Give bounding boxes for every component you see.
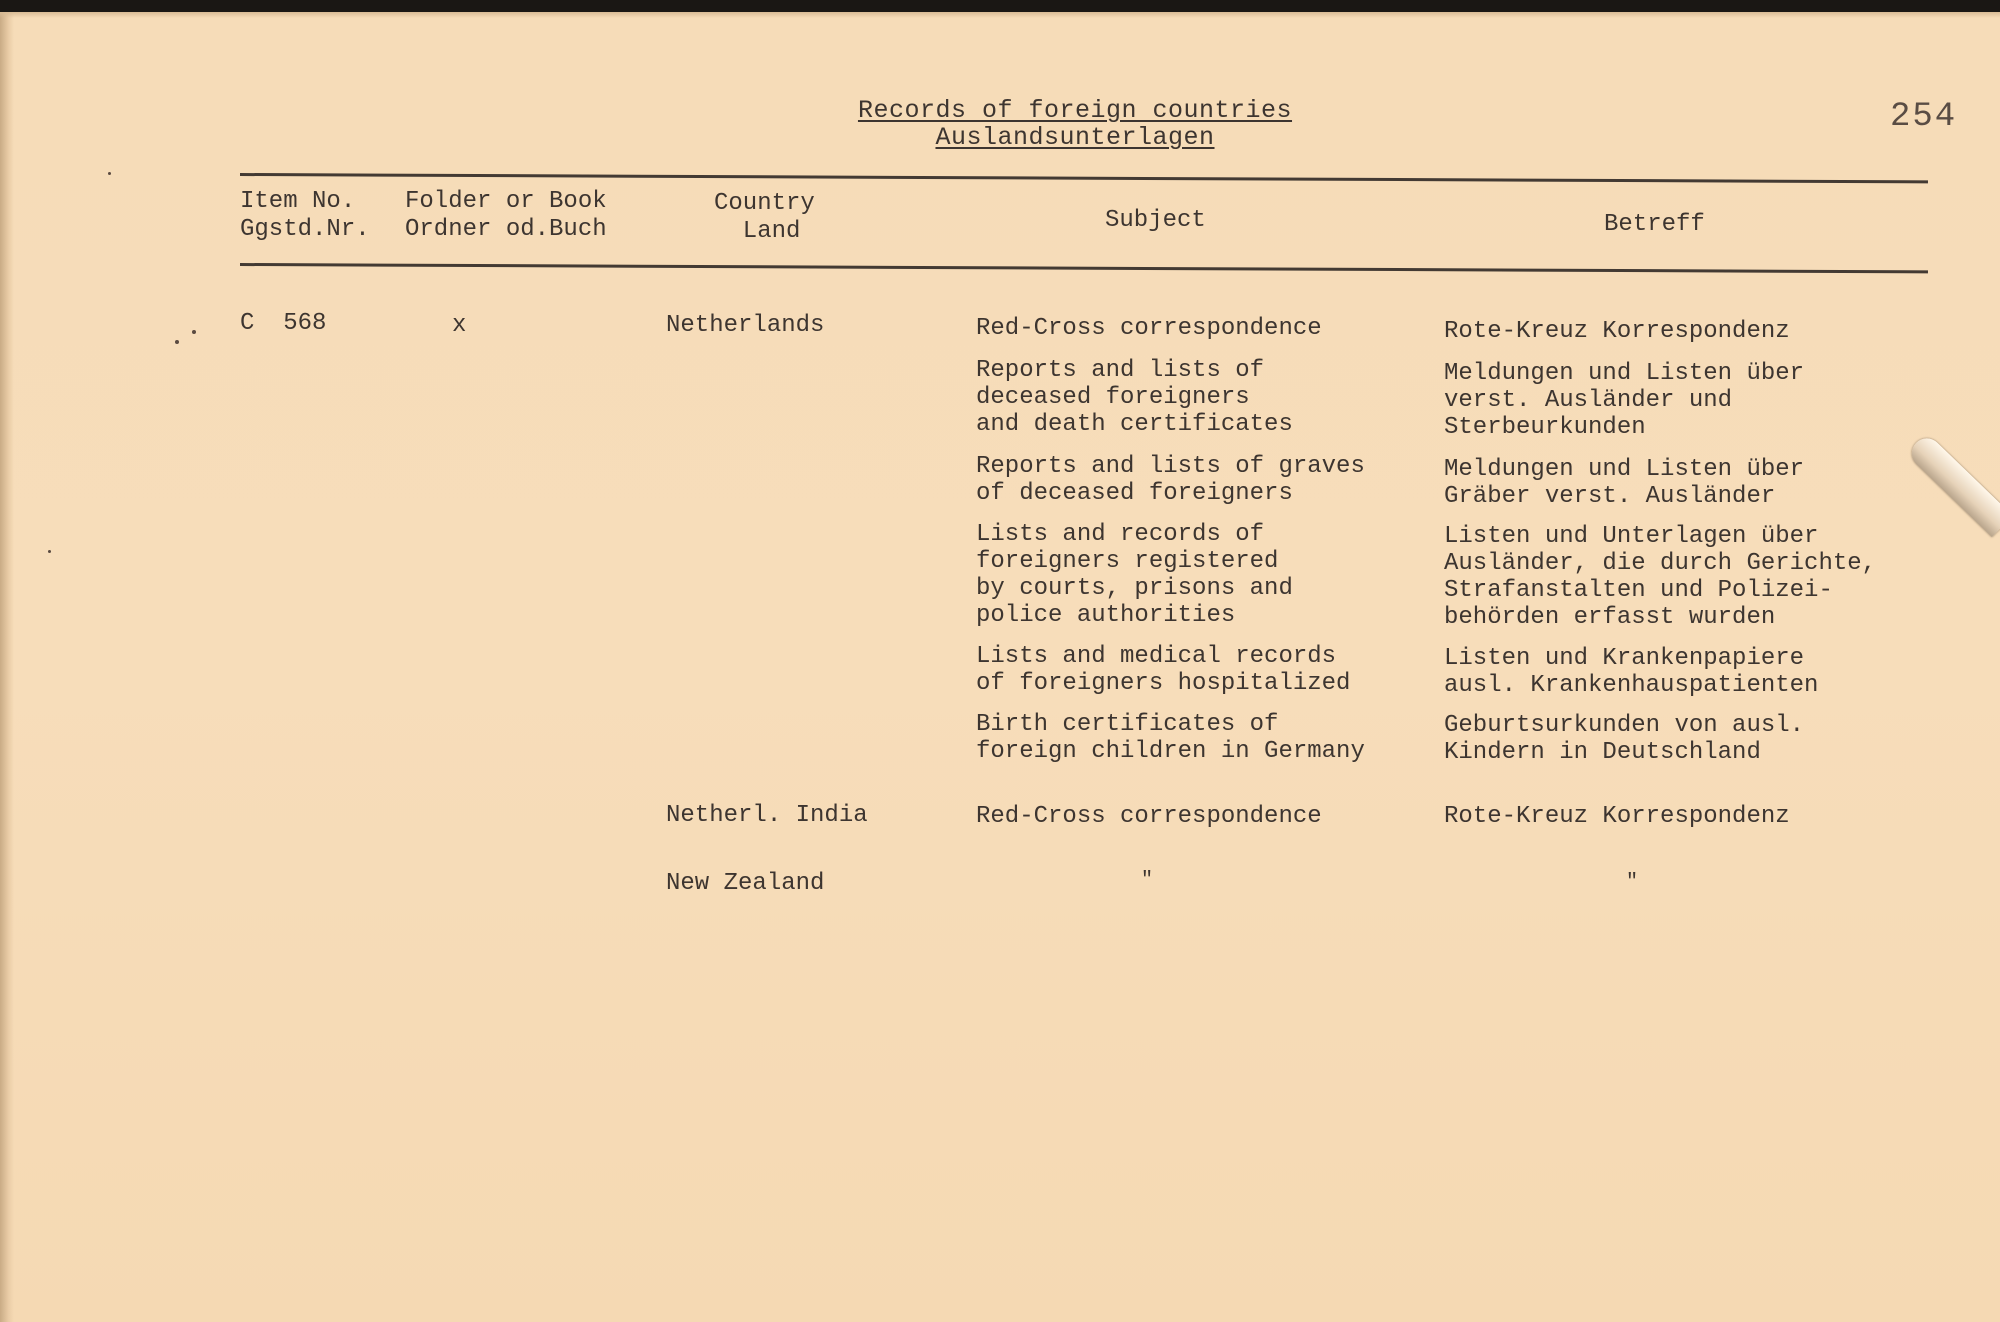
subject-en: Lists and records of foreigners registered by courts, prisons and police authorities <box>976 521 1293 629</box>
letter-opener-blade <box>1906 432 2000 537</box>
subject-en: Birth certificates of foreign children in Germany <box>976 711 1365 765</box>
ink-speck <box>48 550 51 553</box>
page-binding-edge <box>0 12 14 1322</box>
country-netherlands: Netherlands <box>666 312 825 339</box>
subject-de: Meldungen und Listen über Gräber verst. Ausländer <box>1444 456 1805 510</box>
country-netherl-india: Netherl. India <box>666 802 868 829</box>
title-german: Auslandsunterlagen <box>935 123 1215 152</box>
ditto-mark: " <box>1626 871 1639 894</box>
subject-en: Lists and medical records of foreigners hospitalized <box>976 643 1351 697</box>
entry-item-no: C 568 <box>240 310 327 337</box>
subject-de: Listen und Unterlagen über Ausländer, die durch Gerichte, Strafanstalten und Polizei- behörden erfasst wurden <box>1444 523 1877 631</box>
header-subject: Subject <box>1105 207 1206 234</box>
title-english: Records of foreign countries <box>857 96 1293 125</box>
subject-en: Reports and lists of graves of deceased foreigners <box>976 453 1365 507</box>
ink-speck <box>108 172 111 175</box>
entry-folder-mark: x <box>452 312 467 339</box>
subject-de: Listen und Krankenpapiere ausl. Krankenhauspatienten <box>1444 645 1819 699</box>
ditto-mark: " <box>1141 869 1154 892</box>
header-bottom-rule <box>240 263 1928 273</box>
page-top-edge <box>0 12 2000 18</box>
ink-speck <box>192 330 196 334</box>
subject-de: Meldungen und Listen über verst. Ausländer und Sterbeurkunden <box>1444 360 1805 441</box>
header-betreff: Betreff <box>1604 211 1705 238</box>
subject-de: Rote-Kreuz Korrespondenz <box>1444 318 1790 345</box>
subject-de: Rote-Kreuz Korrespondenz <box>1444 803 1790 830</box>
header-folder-book: Folder or Book Ordner od.Buch <box>405 188 607 243</box>
header-top-rule <box>240 173 1928 183</box>
header-item-no: Item No. Ggstd.Nr. <box>240 188 370 243</box>
document-page <box>0 12 2000 1322</box>
country-new-zealand: New Zealand <box>666 870 825 897</box>
subject-en: Red-Cross correspondence <box>976 803 1322 830</box>
subject-en: Reports and lists of deceased foreigners and death certificates <box>976 357 1293 438</box>
subject-de: Geburtsurkunden von ausl. Kindern in Deutschland <box>1444 712 1805 766</box>
title-block <box>845 96 1305 151</box>
subject-en: Red-Cross correspondence <box>976 315 1322 342</box>
header-country: Country Land <box>714 190 815 245</box>
ink-speck <box>175 340 179 344</box>
page-number: 254 <box>1890 98 1958 136</box>
